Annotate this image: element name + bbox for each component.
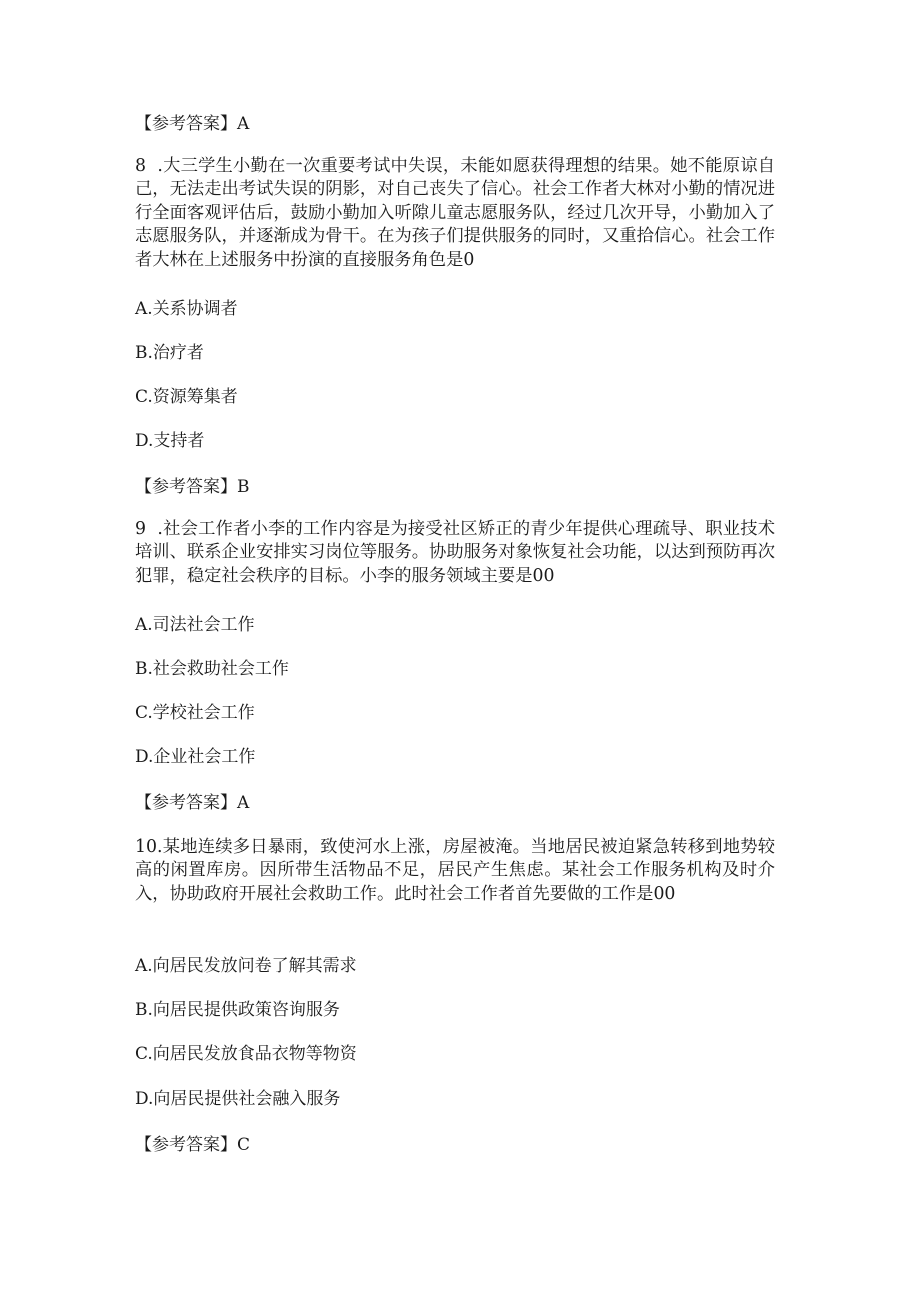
option-b: B.社会救助社会工作 bbox=[135, 659, 289, 679]
question-stem: 9 .社会工作者小李的工作内容是为接受社区矫正的青少年提供心理疏导、职业技术培训、联系企业安排实习岗位等服务。协助服务对象恢复社会功能，以达到预防再次犯罪，稳定社会秩序的目标。小李的服务领域主要是00 bbox=[135, 519, 775, 586]
question-stem: 10.某地连续多日暴雨，致使河水上涨，房屋被淹。当地居民被迫紧急转移到地势较高的闲置库房。因所带生活物品不足，居民产生焦虑。某社会工作服务机构及时介入，协助政府开展社会救助工作。此时社会工作者首先要做的工作是00 bbox=[135, 837, 775, 904]
option-d: D.支持者 bbox=[135, 431, 205, 451]
option-c: C.资源筹集者 bbox=[135, 387, 238, 407]
answer-label: 【参考答案】B bbox=[135, 477, 250, 497]
option-a: A.司法社会工作 bbox=[135, 615, 255, 635]
option-b: B.向居民提供政策咨询服务 bbox=[135, 1000, 340, 1020]
option-a: A.向居民发放问卷了解其需求 bbox=[135, 956, 357, 976]
option-b: B.治疗者 bbox=[135, 343, 204, 363]
option-c: C.学校社会工作 bbox=[135, 703, 255, 723]
answer-label: 【参考答案】A bbox=[135, 114, 250, 134]
answer-label: 【参考答案】A bbox=[135, 793, 250, 813]
answer-label: 【参考答案】C bbox=[135, 1135, 251, 1155]
option-c: C.向居民发放食品衣物等物资 bbox=[135, 1044, 357, 1064]
question-stem: 8 .大三学生小勤在一次重要考试中失误，未能如愿获得理想的结果。她不能原谅自己，无法走出考试失误的阴影，对自己丧失了信心。社会工作者大林对小勤的情况进行全面客观评估后，鼓励小勤加入听隙儿童志愿服务队，经过几次开导，小勤加入了志愿服务队，并逐渐成为骨干。在为孩子们提供服务的同时，又重拾信心。社会工作者大林在上述服务中扮演的直接服务角色是0 bbox=[135, 156, 775, 270]
option-a: A.关系协调者 bbox=[135, 299, 238, 319]
option-d: D.企业社会工作 bbox=[135, 747, 256, 767]
option-d: D.向居民提供社会融入服务 bbox=[135, 1089, 341, 1109]
